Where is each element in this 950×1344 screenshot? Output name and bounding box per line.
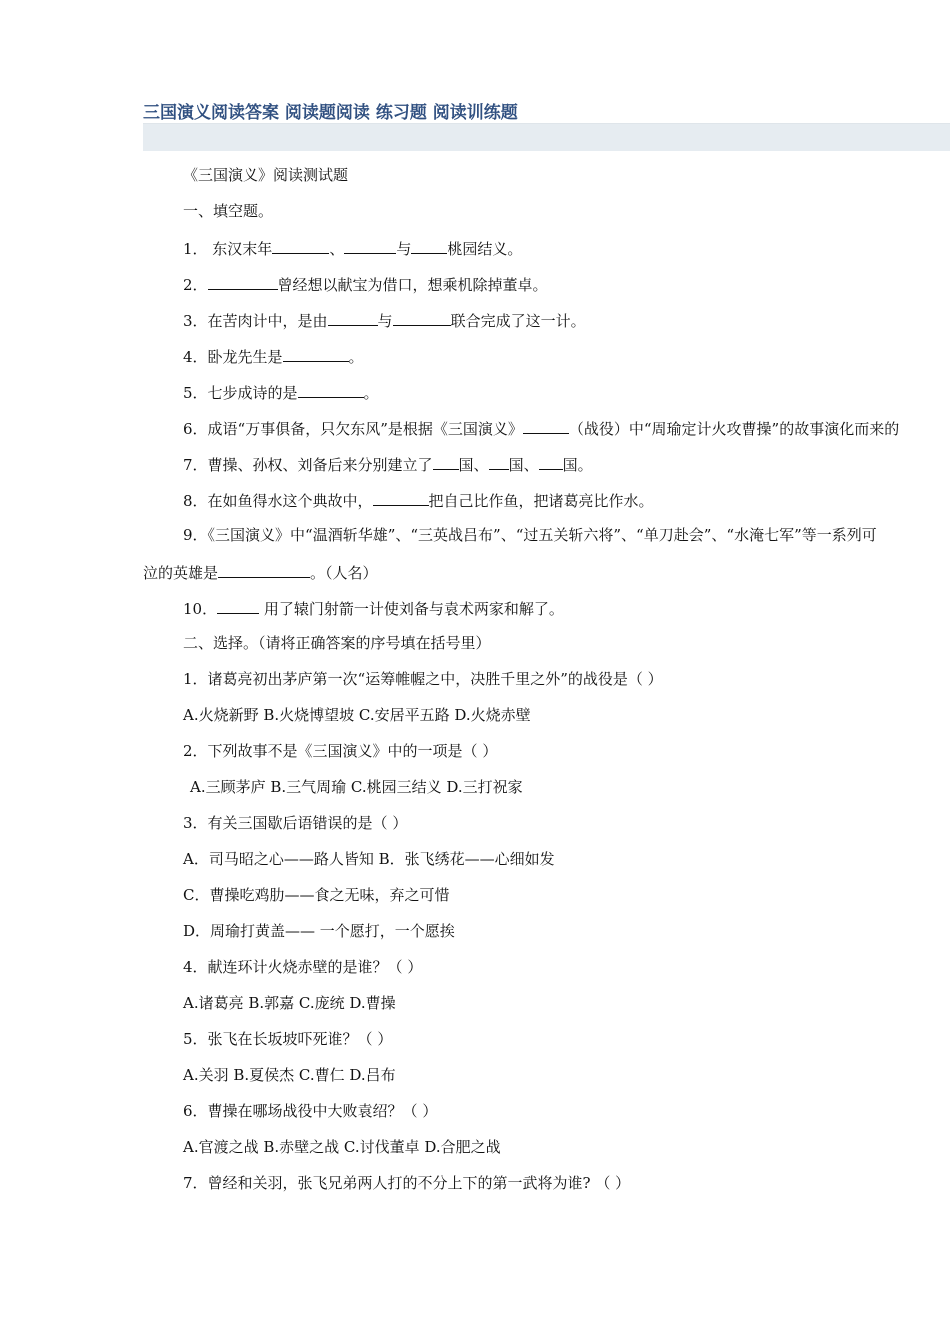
answer-blank (208, 273, 278, 290)
choice-options-3-c: C．曹操吃鸡肋——食之无味，弃之可惜 (183, 886, 450, 904)
q7-text-b: 国、 (458, 456, 489, 474)
question-4 (183, 345, 364, 367)
answer-blank (373, 489, 429, 506)
q4-text-a: 4．卧龙先生是 (183, 348, 283, 366)
answer-blank (328, 309, 378, 326)
question-10 (183, 597, 564, 619)
q2-text-b: 曾经想以献宝为借口，想乘机除掉董卓。 (277, 276, 548, 294)
answer-blank (489, 453, 509, 470)
q3-text-b: 与 (377, 312, 393, 330)
question-8 (183, 489, 654, 511)
question-3 (183, 309, 586, 331)
question-9-continued (143, 561, 378, 583)
answer-blank (539, 453, 563, 470)
q5-text-a: 5．七步成诗的是 (183, 384, 298, 402)
answer-blank (433, 453, 459, 470)
q7-text-a: 7．曹操、孙权、刘备后来分别建立了 (183, 456, 433, 474)
choice-options-3-ab: A．司马昭之心——路人皆知 B．张飞绣花——心细如发 (183, 850, 555, 868)
choice-question-1: 1．诸葛亮初出茅庐第一次“运筹帷幄之中，决胜千里之外”的战役是（ ） (183, 670, 663, 688)
q9-text-b: 泣的英雄是 (143, 564, 219, 582)
choice-question-4: 4．献连环计火烧赤壁的是谁？（ ） (183, 958, 423, 976)
choice-options-2: A.三顾茅庐 B.三气周瑜 C.桃园三结义 D.三打祝家 (190, 778, 523, 796)
q8-text-b: 把自己比作鱼，把诸葛亮比作水。 (428, 492, 654, 510)
q7-text-d: 国。 (562, 456, 593, 474)
question-2 (183, 273, 548, 295)
answer-blank (344, 237, 396, 254)
answer-blank (272, 237, 329, 254)
question-9: 9．《三国演义》中“温酒斩华雄”、“三英战吕布”、“过五关斩六将”、“单刀赴会”、“水淹七军”等一系列可 (183, 526, 877, 544)
q8-text-a: 8．在如鱼得水这个典故中， (183, 492, 373, 510)
page-title: 三国演义阅读答案 阅读题阅读 练习题 阅读训练题 (143, 103, 518, 123)
choice-question-2: 2．下列故事不是《三国演义》中的一项是（ ） (183, 742, 498, 760)
choice-options-5: A.关羽 B.夏侯杰 C.曹仁 D.吕布 (183, 1066, 396, 1084)
choice-question-7: 7．曾经和关羽，张飞兄弟两人打的不分上下的第一武将为谁? （ ） (183, 1174, 631, 1192)
q3-text-a: 3．在苦肉计中，是由 (183, 312, 328, 330)
q3-text-c: 联合完成了这一计。 (450, 312, 586, 330)
q7-text-c: 国、 (508, 456, 539, 474)
q2-text-a: 2． (183, 276, 208, 294)
q1-text-a: 1． 东汉末年 (183, 240, 273, 258)
document-heading: 《三国演义》阅读测试题 (183, 166, 349, 184)
choice-question-3: 3．有关三国歇后语错误的是（ ） (183, 814, 408, 832)
answer-blank (283, 345, 349, 362)
answer-blank (393, 309, 451, 326)
section-heading-fill: 一、填空题。 (183, 202, 274, 220)
section-heading-choice: 二、选择。（请将正确答案的序号填在括号里） (183, 634, 491, 652)
question-5 (183, 381, 379, 403)
q9-text-c: 。（人名） (310, 564, 378, 582)
q1-text-d: 桃园结义。 (447, 240, 523, 258)
question-1 (183, 237, 522, 259)
answer-blank (411, 237, 447, 254)
choice-question-5: 5．张飞在长坂坡吓死谁？（ ） (183, 1030, 393, 1048)
question-6 (183, 417, 899, 439)
q6-text-b: （战役）中“周瑜定计火攻曹操”的故事演化而来的 (568, 420, 900, 438)
q1-text-b: 、 (329, 240, 345, 258)
choice-options-1: A.火烧新野 B.火烧博望坡 C.安居平五路 D.火烧赤壁 (183, 706, 531, 724)
question-7 (183, 453, 593, 475)
q6-text-a: 6．成语“万事俱备，只欠东风”是根据《三国演义》 (183, 420, 523, 438)
q4-text-b: 。 (348, 348, 364, 366)
q10-text-b: 用了辕门射箭一计使刘备与袁术两家和解了。 (263, 600, 564, 618)
q10-text-a: 10． (183, 600, 218, 618)
choice-options-4: A.诸葛亮 B.郭嘉 C.庞统 D.曹操 (183, 994, 396, 1012)
choice-options-6: A.官渡之战 B.赤壁之战 C.讨伐董卓 D.合肥之战 (183, 1138, 501, 1156)
answer-blank (217, 597, 259, 614)
choice-question-6: 6．曹操在哪场战役中大败袁绍？（ ） (183, 1102, 438, 1120)
choice-options-3-d: D．周瑜打黄盖—— 一个愿打，一个愿挨 (183, 922, 455, 940)
q5-text-b: 。 (363, 384, 379, 402)
q1-text-c: 与 (396, 240, 412, 258)
answer-blank (218, 561, 310, 578)
answer-blank (523, 417, 569, 434)
answer-blank (298, 381, 364, 398)
